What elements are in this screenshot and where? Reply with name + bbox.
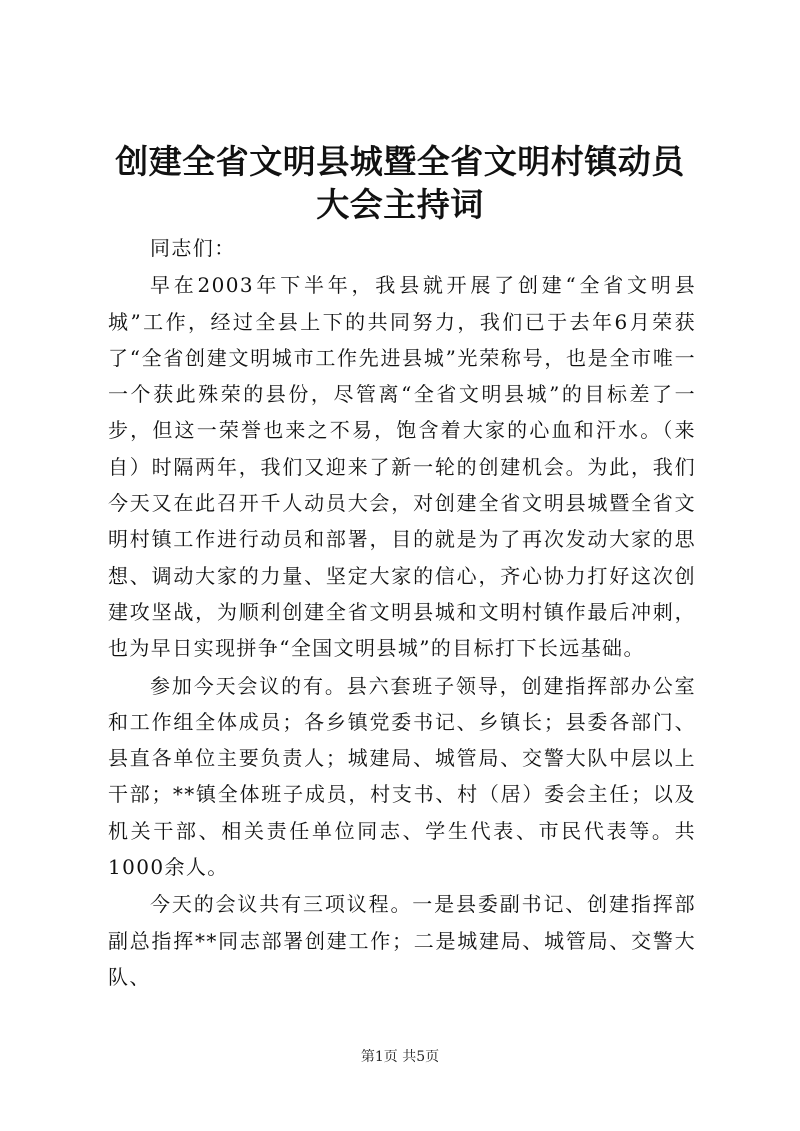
agenda-paragraph: 今天的会议共有三项议程。一是县委副书记、创建指挥部副总指挥**同志部署创建工作；二是城建局、城管局、交警大队、	[108, 892, 696, 989]
salutation-paragraph: 同志们：	[150, 236, 236, 260]
document-title: 创建全省文明县城暨全省文明村镇动员大会主持词	[115, 142, 685, 224]
attendees-paragraph: 参加今天会议的有。县六套班子领导，创建指挥部办公室和工作组全体成员；各乡镇党委书记、乡镇长；县委各部门、县直各单位主要负责人；城建局、城管局、交警大队中层以上干部；**镇全体班子成员，村支书、村（居）委会主任；以及机关干部、相关责任单位同志、学生代表、市民代表等。共1000余人。	[108, 673, 696, 880]
page-number-footer: 第1页 共5页	[360, 1049, 440, 1065]
document-body	[108, 230, 696, 995]
background-paragraph: 早在2003年下半年，我县就开展了创建“全省文明县城”工作，经过全县上下的共同努力，我们已于去年6月荣获了“全省创建文明城市工作先进县城”光荣称号，也是全市唯一一个获此殊荣的县份，尽管离“全省文明县城”的目标差了一步，但这一荣誉也来之不易，饱含着大家的心血和汗水。（来自）时隔两年，我们又迎来了新一轮的创建机会。为此，我们今天又在此召开千人动员大会，对创建全省文明县城暨全省文明村镇工作进行动员和部署，目的就是为了再次发动大家的思想、调动大家的力量、坚定大家的信心，齐心协力打好这次创建攻坚战，为顺利创建全省文明县城和文明村镇作最后冲刺，也为早日实现拼争“全国文明县城”的目标打下长远基础。	[108, 273, 696, 661]
